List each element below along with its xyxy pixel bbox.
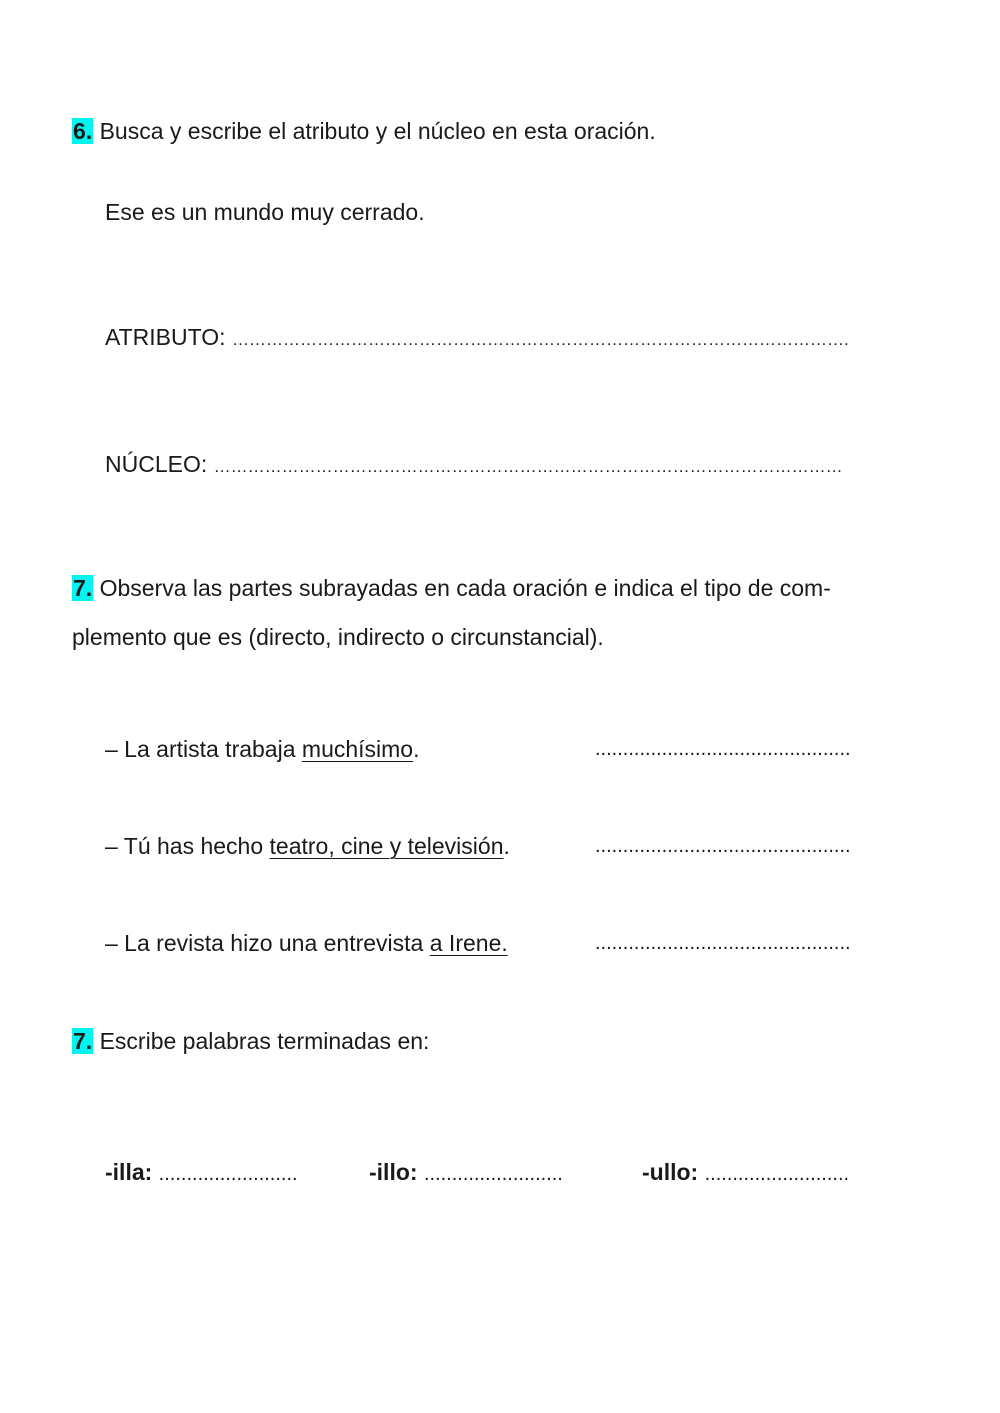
atributo-row	[105, 322, 849, 355]
question-prompt-continued: plemento que es (directo, indirecto o circunstancial).	[72, 624, 604, 650]
list-item	[105, 831, 510, 861]
atributo-answer-line[interactable]: ……………………………………………………………………………………………….	[231, 330, 849, 349]
underlined-complement: teatro, cine y televisión	[269, 833, 504, 859]
question-6-heading	[72, 116, 656, 146]
ending-ullo	[642, 1157, 849, 1189]
ending-label: -illa:	[105, 1159, 153, 1185]
question-prompt: Observa las partes subrayadas en cada oración e indica el tipo de com-	[99, 575, 831, 601]
ending-illo	[369, 1157, 563, 1189]
item-text: – La artista trabaja	[105, 736, 302, 762]
item-punctuation: .	[503, 833, 510, 859]
item-text: – La revista hizo una entrevista	[105, 930, 430, 956]
item-punctuation: .	[413, 736, 420, 762]
answer-line[interactable]: ..............................................	[595, 932, 851, 954]
question-number: 7.	[73, 1028, 93, 1054]
ending-label: -illo:	[369, 1159, 418, 1185]
atributo-label: ATRIBUTO:	[105, 324, 226, 350]
ending-label: -ullo:	[642, 1159, 699, 1185]
question-number: 6.	[73, 118, 93, 144]
ending-answer-line[interactable]: .........................	[423, 1163, 563, 1185]
underlined-complement: muchísimo	[301, 736, 414, 762]
item-text: – Tú has hecho	[105, 833, 270, 859]
nucleo-label: NÚCLEO:	[105, 451, 208, 477]
ending-illa	[105, 1157, 298, 1189]
question-8-heading	[72, 1026, 429, 1056]
nucleo-row	[105, 449, 843, 482]
list-item	[105, 734, 420, 764]
list-item	[105, 928, 508, 958]
answer-line[interactable]: ..............................................	[595, 738, 851, 760]
ending-answer-line[interactable]: .........................	[158, 1163, 298, 1185]
answer-line[interactable]: ..............................................	[595, 835, 851, 857]
question-prompt: Busca y escribe el atributo y el núcleo en esta oración.	[99, 118, 656, 144]
ending-answer-line[interactable]: ..........................	[704, 1163, 850, 1185]
nucleo-answer-line[interactable]: …………………………………………………………………………………………………	[213, 457, 843, 476]
question-7-heading	[72, 573, 831, 603]
question-number: 7.	[73, 575, 93, 601]
underlined-complement: a Irene.	[429, 930, 508, 956]
example-sentence: Ese es un mundo muy cerrado.	[105, 199, 425, 225]
question-prompt: Escribe palabras terminadas en:	[99, 1028, 430, 1054]
